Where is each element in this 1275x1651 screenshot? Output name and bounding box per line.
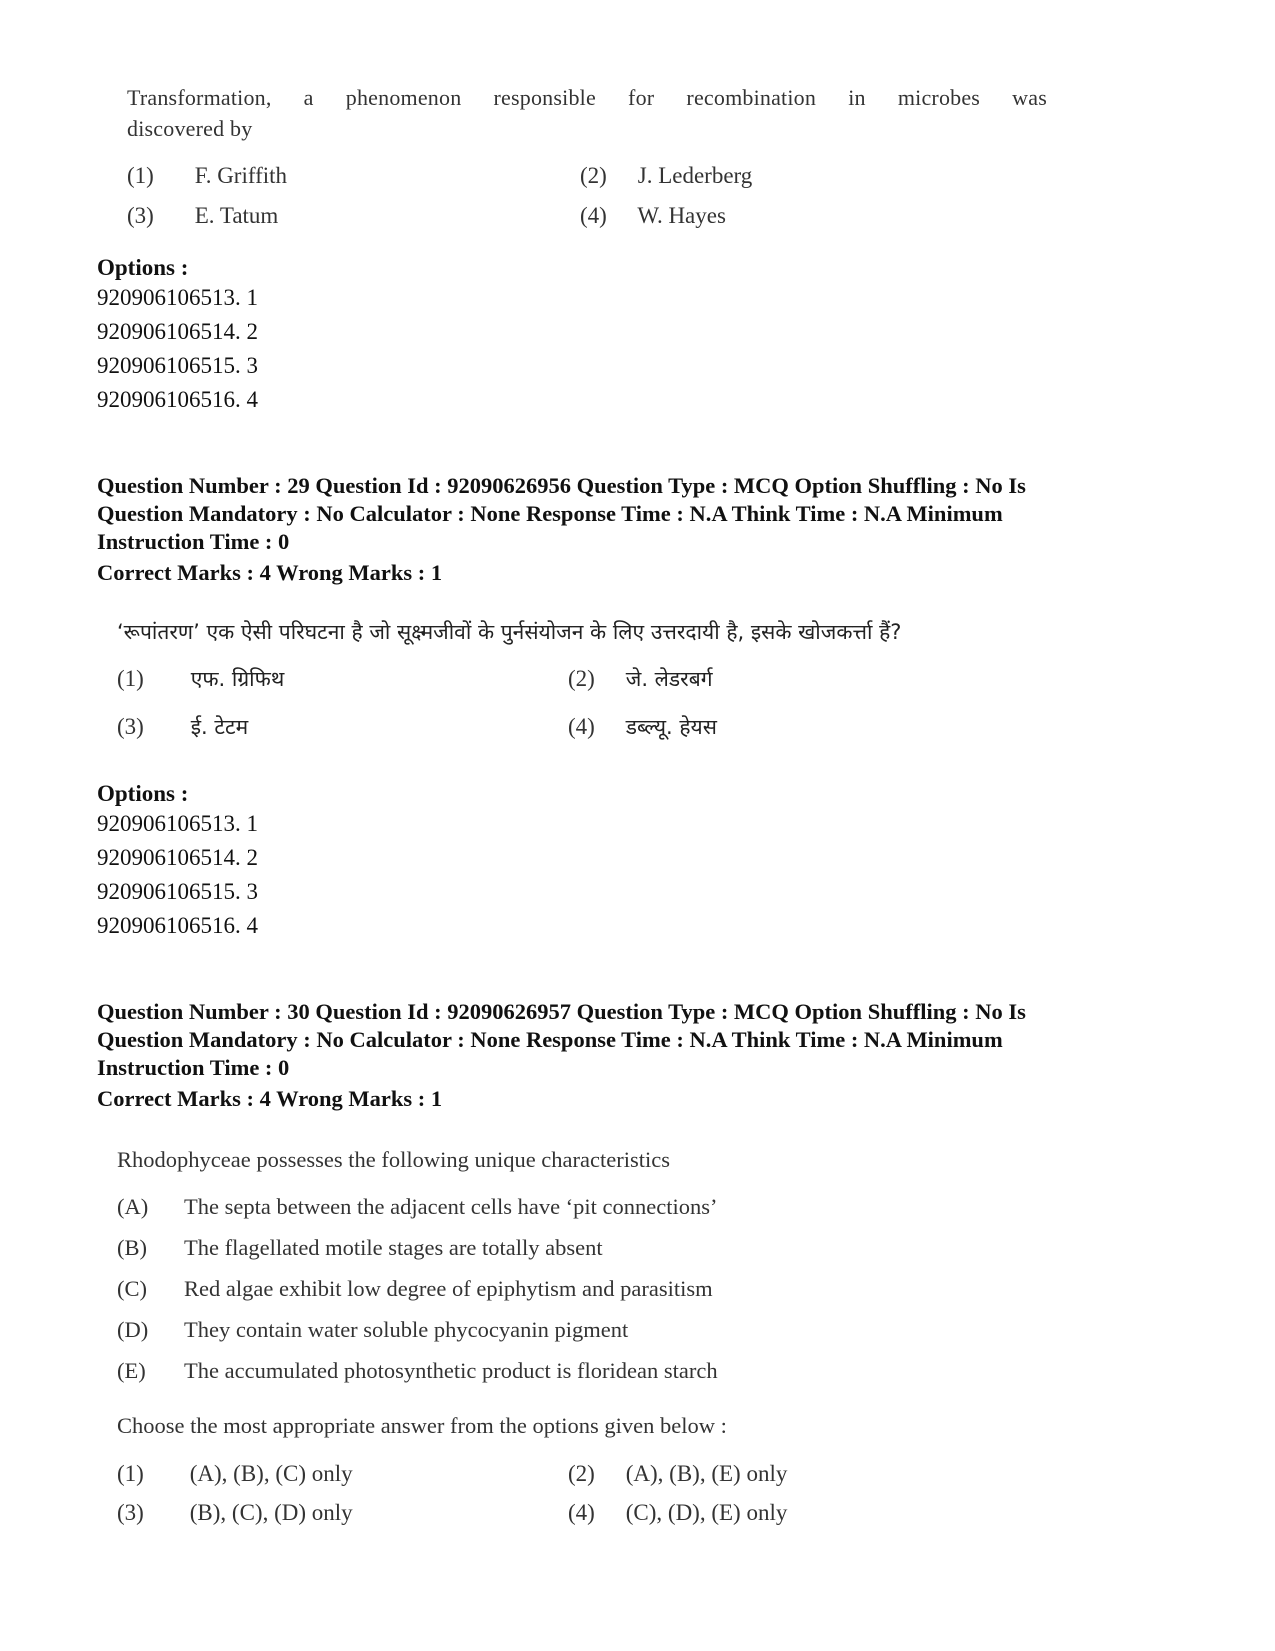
- statement-item: [117, 1317, 718, 1358]
- q28-choice-3: [127, 203, 278, 229]
- statement-item: [117, 1358, 718, 1399]
- choice-text: E. Tatum: [194, 203, 279, 228]
- option-line: 920906106513. 1: [97, 811, 258, 836]
- q30-choice-1: [117, 1461, 353, 1487]
- statement-label: (A): [117, 1194, 149, 1219]
- choice-number: (1): [127, 163, 154, 188]
- choice-number: (1): [117, 1461, 144, 1486]
- q28-choice-2: [580, 163, 752, 189]
- q28-options-block: [97, 255, 258, 417]
- q30-question-text: Rhodophyceae possesses the following unique characteristics: [117, 1147, 670, 1172]
- q30-meta: [97, 998, 1026, 1082]
- options-label: Options :: [97, 255, 189, 280]
- choice-text: (A), (B), (C) only: [189, 1461, 353, 1486]
- q30-statements: [117, 1194, 718, 1399]
- q30-meta-line1: Question Number : 30 Question Id : 92090626957 Question Type : MCQ Option Shuffling : No Is: [97, 999, 1026, 1024]
- statement-label: (B): [117, 1235, 147, 1260]
- q30-choice-4: [568, 1500, 787, 1526]
- choice-number: (1): [117, 666, 144, 691]
- choice-number: (2): [568, 666, 595, 691]
- q28-choice-1: [127, 163, 287, 189]
- q29-meta: [97, 472, 1026, 556]
- q28-question-line1: Transformation, a phenomenon responsible for recombination in microbes was: [127, 85, 1047, 110]
- statement-text: The septa between the adjacent cells have ‘pit connections’: [184, 1194, 718, 1219]
- q29-meta-line2: Question Mandatory : No Calculator : None Response Time : N.A Think Time : N.A Minimum: [97, 501, 1003, 526]
- q29-meta-line3: Instruction Time : 0: [97, 529, 290, 554]
- q28-question-line2: discovered by: [127, 116, 253, 141]
- q29-question-hindi: ‘रूपांतरण’ एक ऐसी परिघटना है जो सूक्ष्मजीवों के पुर्नसंयोजन के लिए उत्तरदायी है, इसके खोजकर्त्ता हैं?: [117, 620, 902, 644]
- option-line: 920906106513. 1: [97, 285, 258, 310]
- q28-choice-4: [580, 203, 726, 229]
- statement-text: They contain water soluble phycocyanin pigment: [184, 1317, 629, 1342]
- q29-choice-2: [568, 665, 713, 693]
- statement-text: The flagellated motile stages are totally absent: [184, 1235, 603, 1260]
- q29-options-block: [97, 781, 258, 943]
- q29-choice-3: [117, 713, 248, 741]
- q29-choice-4: [568, 713, 717, 741]
- choice-number: (3): [127, 203, 154, 228]
- q30-meta-line3: Instruction Time : 0: [97, 1055, 290, 1080]
- choice-number: (2): [568, 1461, 595, 1486]
- choice-number: (2): [580, 163, 607, 188]
- choice-text: W. Hayes: [637, 203, 726, 228]
- statement-label: (C): [117, 1276, 147, 1301]
- statement-item: [117, 1194, 718, 1235]
- choice-number: (4): [568, 1500, 595, 1525]
- q30-marks: Correct Marks : 4 Wrong Marks : 1: [97, 1086, 443, 1111]
- q29-meta-line1: Question Number : 29 Question Id : 92090626956 Question Type : MCQ Option Shuffling : No Is: [97, 473, 1026, 498]
- q30-choice-3: [117, 1500, 353, 1526]
- q29-choice-1: [117, 665, 284, 693]
- q30-meta-line2: Question Mandatory : No Calculator : None Response Time : N.A Think Time : N.A Minimum: [97, 1027, 1003, 1052]
- choice-number: (4): [568, 714, 595, 739]
- option-line: 920906106516. 4: [97, 387, 258, 412]
- statement-label: (E): [117, 1358, 146, 1383]
- option-line: 920906106515. 3: [97, 879, 258, 904]
- choice-text: डब्ल्यू. हेयस: [625, 715, 717, 739]
- choice-text: (C), (D), (E) only: [625, 1500, 788, 1525]
- choice-number: (3): [117, 1500, 144, 1525]
- choice-text: (A), (B), (E) only: [625, 1461, 788, 1486]
- option-line: 920906106515. 3: [97, 353, 258, 378]
- option-line: 920906106516. 4: [97, 913, 258, 938]
- q30-choice-2: [568, 1461, 787, 1487]
- choice-number: (4): [580, 203, 607, 228]
- q30-instruction: Choose the most appropriate answer from the options given below :: [117, 1413, 727, 1438]
- choice-text: एफ. ग्रिफिथ: [190, 667, 285, 691]
- choice-number: (3): [117, 714, 144, 739]
- q29-marks: Correct Marks : 4 Wrong Marks : 1: [97, 560, 443, 585]
- choice-text: ई. टेटम: [190, 715, 249, 739]
- choice-text: (B), (C), (D) only: [189, 1500, 353, 1525]
- statement-text: Red algae exhibit low degree of epiphytism and parasitism: [184, 1276, 713, 1301]
- choice-text: F. Griffith: [194, 163, 288, 188]
- statement-item: [117, 1276, 718, 1317]
- option-line: 920906106514. 2: [97, 845, 258, 870]
- statement-label: (D): [117, 1317, 149, 1342]
- q28-question-text: [127, 82, 1047, 144]
- option-line: 920906106514. 2: [97, 319, 258, 344]
- choice-text: J. Lederberg: [637, 163, 753, 188]
- options-label: Options :: [97, 781, 189, 806]
- choice-text: जे. लेडरबर्ग: [625, 667, 713, 691]
- statement-item: [117, 1235, 718, 1276]
- statement-text: The accumulated photosynthetic product is floridean starch: [184, 1358, 718, 1383]
